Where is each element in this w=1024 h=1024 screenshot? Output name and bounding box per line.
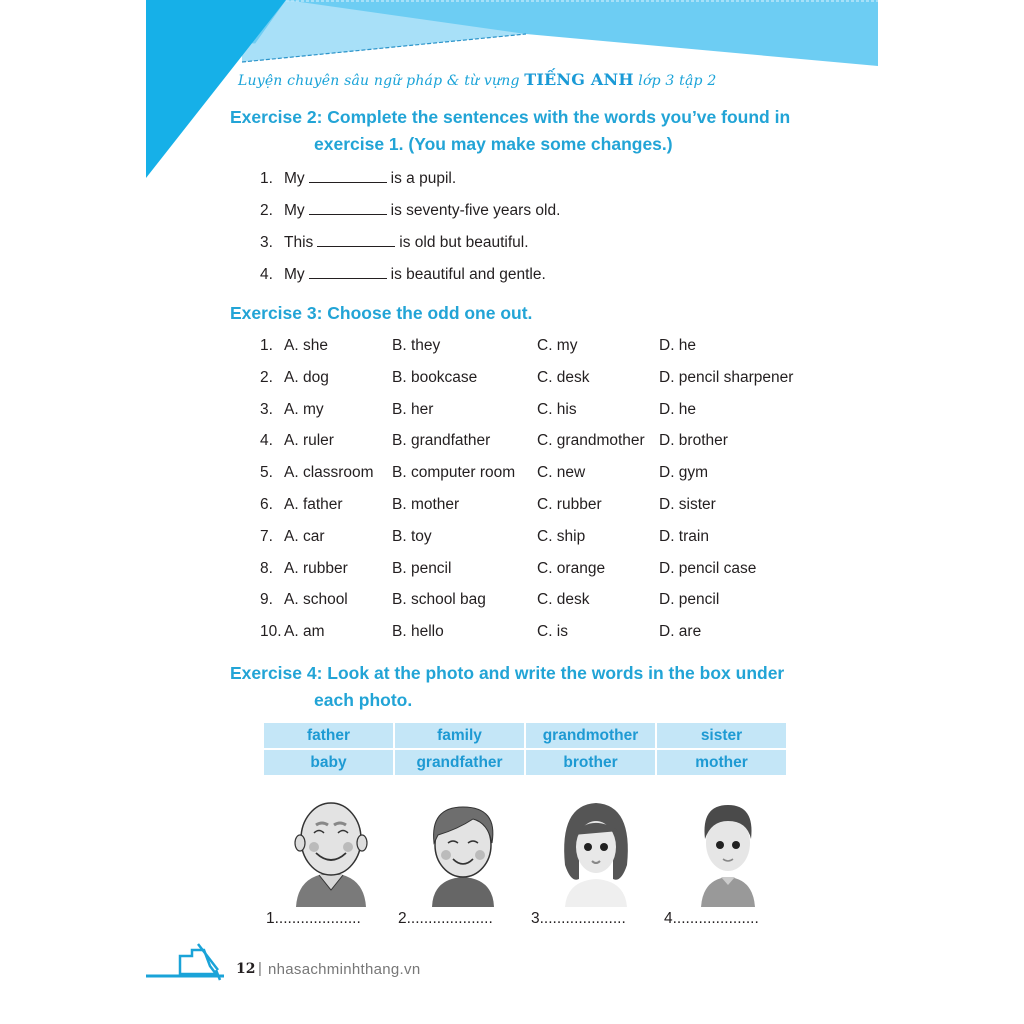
option-a[interactable]: A. my <box>284 400 324 418</box>
exercise-2-item <box>260 200 560 220</box>
option-b[interactable]: B. bookcase <box>392 368 478 386</box>
option-c[interactable]: C. rubber <box>537 496 602 513</box>
subtitle-bold: TIẾNG ANH <box>524 70 634 89</box>
item-after: is beautiful and gentle. <box>390 266 546 283</box>
option-c[interactable]: C. is <box>537 623 568 641</box>
item-number: 3. <box>260 234 273 251</box>
exercise-2-title <box>230 104 790 158</box>
item-before: This <box>284 234 314 251</box>
option-b[interactable]: B. grandfather <box>392 432 491 450</box>
item-before: My <box>284 266 305 283</box>
word-box-row <box>264 750 786 775</box>
subtitle-prefix: Luyện chuyên sâu ngữ pháp & từ vựng <box>238 73 525 89</box>
option-c[interactable]: C. desk <box>537 368 590 386</box>
option-c[interactable]: C. ship <box>537 527 586 545</box>
word-box-cell: sister <box>657 723 786 748</box>
option-c[interactable]: C. his <box>537 400 577 418</box>
page-number: 12 <box>236 961 256 977</box>
option-b[interactable]: B. toy <box>392 527 432 545</box>
option-d[interactable]: D. are <box>659 623 702 641</box>
option-d[interactable]: D. he <box>659 337 697 354</box>
option-a[interactable]: A. car <box>284 527 325 545</box>
exercise-2-item <box>260 232 529 252</box>
option-c[interactable]: C. my <box>537 337 578 354</box>
answer-blank[interactable] <box>317 232 395 247</box>
header-banner <box>146 0 878 190</box>
word-box-row <box>264 723 786 748</box>
item-number: 1. <box>260 170 273 187</box>
grandmother-illustration-icon <box>418 795 508 907</box>
option-d[interactable]: D. he <box>659 400 697 418</box>
option-a[interactable]: A. classroom <box>284 464 374 482</box>
girl-illustration-icon <box>551 795 641 907</box>
option-b[interactable]: B. pencil <box>392 559 452 577</box>
option-b[interactable]: B. her <box>392 400 434 418</box>
answer-blank[interactable] <box>309 200 387 215</box>
exercise-2-title-line1: Exercise 2: Complete the sentences with the words you’ve found in <box>230 107 791 127</box>
option-c[interactable]: C. grandmother <box>537 432 645 450</box>
item-after: is seventy-five years old. <box>390 202 561 219</box>
option-b[interactable]: B. mother <box>392 496 460 513</box>
option-c[interactable]: C. desk <box>537 591 590 609</box>
option-a[interactable]: A. father <box>284 496 343 513</box>
item-number: 5. <box>260 464 273 482</box>
option-b[interactable]: B. computer room <box>392 464 516 482</box>
option-b[interactable]: B. they <box>392 337 441 354</box>
item-number: 7. <box>260 527 273 545</box>
item-before: My <box>284 202 305 219</box>
option-a[interactable]: A. rubber <box>284 559 348 577</box>
hand-writing-icon <box>180 944 220 980</box>
word-box-cell: family <box>395 723 524 748</box>
item-number: 4. <box>260 432 273 450</box>
exercise-2-title-line2: exercise 1. (You may make some changes.) <box>314 134 673 154</box>
exercise-3-title-text: Exercise 3: Choose the odd one out. <box>230 303 533 323</box>
word-box-cell: baby <box>264 750 393 775</box>
answer-blank[interactable] <box>309 168 387 183</box>
option-a[interactable]: A. am <box>284 623 325 641</box>
item-number: 10. <box>260 623 282 641</box>
exercise-4-title-line2: each photo. <box>314 690 413 710</box>
option-a[interactable]: A. ruler <box>284 432 334 450</box>
website-link[interactable]: nhasachminhthang.vn <box>268 961 421 978</box>
answer-line-1[interactable]: 1.................... <box>266 910 361 927</box>
item-after: is a pupil. <box>390 170 457 187</box>
item-number: 3. <box>260 400 273 418</box>
word-box-cell: mother <box>657 750 786 775</box>
answer-line-2[interactable]: 2.................... <box>398 910 493 927</box>
word-box-cell: father <box>264 723 393 748</box>
option-a[interactable]: A. school <box>284 591 348 609</box>
option-c[interactable]: C. new <box>537 464 586 482</box>
answer-line-4[interactable]: 4.................... <box>664 910 759 927</box>
exercise-2-item <box>260 264 546 284</box>
item-number: 1. <box>260 337 273 354</box>
option-d[interactable]: D. pencil <box>659 591 720 609</box>
item-number: 4. <box>260 266 273 283</box>
item-number: 6. <box>260 496 273 513</box>
exercise-4-title-line1: Exercise 4: Look at the photo and write the words in the box under <box>230 663 785 683</box>
option-b[interactable]: B. hello <box>392 623 444 641</box>
book-subtitle <box>238 70 716 89</box>
footer-separator: | <box>258 960 262 977</box>
answer-blank[interactable] <box>309 264 387 279</box>
answer-line-3[interactable]: 3.................... <box>531 910 626 927</box>
option-d[interactable]: D. pencil sharpener <box>659 368 794 386</box>
item-number: 2. <box>260 368 273 386</box>
item-number: 8. <box>260 559 273 577</box>
word-box-cell: brother <box>526 750 655 775</box>
option-d[interactable]: D. train <box>659 527 709 545</box>
grandfather-illustration-icon <box>286 795 376 907</box>
option-b[interactable]: B. school bag <box>392 591 486 609</box>
option-d[interactable]: D. brother <box>659 432 728 450</box>
word-box-cell: grandmother <box>526 723 655 748</box>
exercise-3-title <box>230 300 532 327</box>
option-d[interactable]: D. gym <box>659 464 709 482</box>
exercise-2-item <box>260 168 456 188</box>
option-a[interactable]: A. she <box>284 337 328 354</box>
word-box-cell: grandfather <box>395 750 524 775</box>
item-number: 9. <box>260 591 273 609</box>
boy-illustration-icon <box>683 795 773 907</box>
workbook-page <box>146 0 878 1024</box>
option-a[interactable]: A. dog <box>284 368 329 386</box>
subtitle-suffix: lớp 3 tập 2 <box>633 73 717 89</box>
option-d[interactable]: D. sister <box>659 496 716 513</box>
exercise-4-title <box>230 660 784 714</box>
word-box <box>262 721 788 777</box>
item-before: My <box>284 170 305 187</box>
item-after: is old but beautiful. <box>399 234 529 251</box>
item-number: 2. <box>260 202 273 219</box>
option-d[interactable]: D. pencil case <box>659 559 757 577</box>
option-c[interactable]: C. orange <box>537 559 606 577</box>
